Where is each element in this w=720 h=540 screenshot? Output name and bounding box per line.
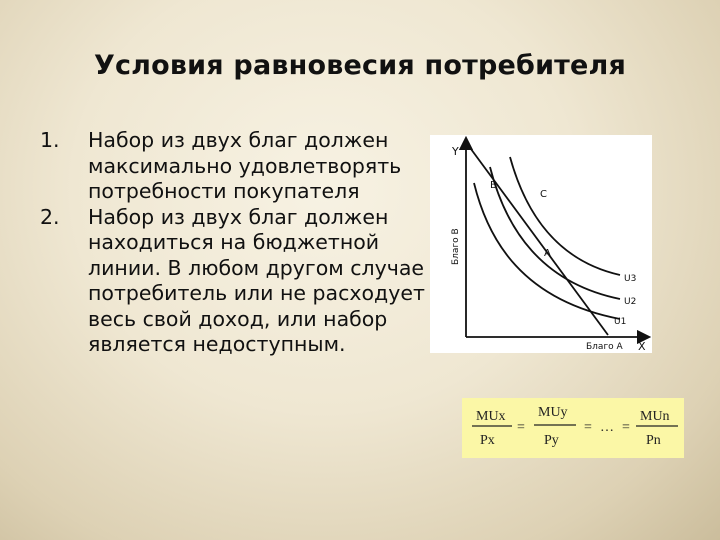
slide-title: Условия равновесия потребителя <box>93 50 627 81</box>
condition-item-1 <box>40 128 450 205</box>
y-axis-label: Благо В <box>451 228 461 265</box>
y-axis-letter: Y <box>452 145 459 158</box>
budget-line <box>468 145 608 335</box>
indifference-graph-svg <box>430 135 652 353</box>
equilibrium-formula-svg <box>462 398 684 458</box>
curve-u2-label: U2 <box>624 297 637 307</box>
indifference-curve-u2 <box>490 167 620 299</box>
point-a-label: A <box>544 248 551 259</box>
x-axis-letter: X <box>638 340 646 353</box>
condition-text-1: Набор из двух благ должен максимально удовлетворять потребности покупателя <box>88 128 402 203</box>
indifference-graph <box>430 135 652 353</box>
curve-u1-label: U1 <box>614 317 627 327</box>
x-axis-label: Благо А <box>586 342 623 352</box>
condition-number-1: 1. <box>40 128 60 152</box>
formula-mu-x: MUx <box>476 409 506 424</box>
condition-text-2: Набор из двух благ должен находиться на бюджетной линии. В любом другом случае потребитель или не расходует весь свой доход, или набор является недоступным. <box>88 204 425 356</box>
formula-equals-3: = <box>622 420 630 435</box>
formula-ellipsis: … <box>600 420 614 435</box>
condition-item-2 <box>40 205 450 358</box>
formula-equals-2: = <box>584 420 592 435</box>
point-b-label: B <box>490 180 497 191</box>
point-c-label: C <box>540 189 547 200</box>
formula-equals-1: = <box>517 420 525 435</box>
conditions-list <box>40 128 450 358</box>
formula-p-y: Py <box>544 433 559 448</box>
curve-u3-label: U3 <box>624 274 637 284</box>
condition-number-2: 2. <box>40 204 60 229</box>
equilibrium-formula <box>462 398 684 458</box>
formula-p-x: Px <box>480 433 495 448</box>
indifference-curve-u3 <box>510 157 620 275</box>
formula-p-n: Pn <box>646 433 661 448</box>
formula-mu-n: MUn <box>640 409 670 424</box>
formula-mu-y: MUy <box>538 405 568 420</box>
